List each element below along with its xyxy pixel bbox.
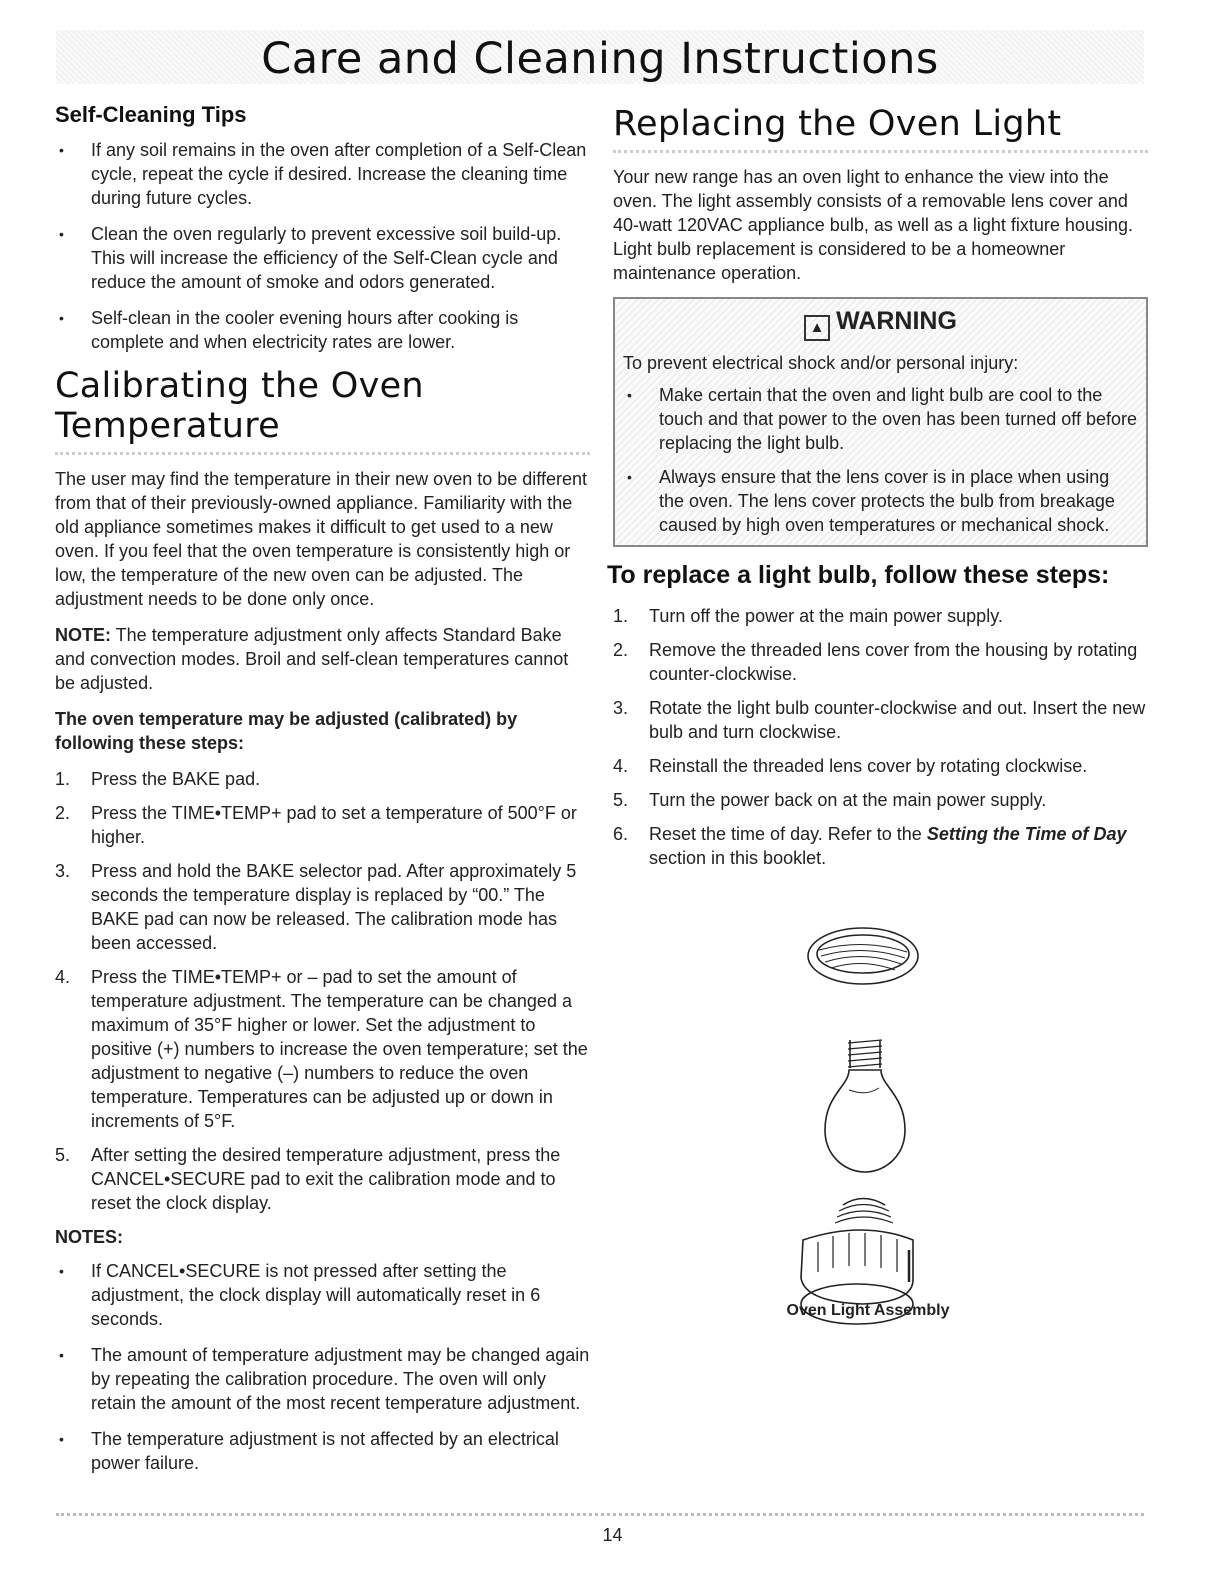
oven-light-assembly-illustration [613, 880, 1148, 1330]
replace-bulb-steps-list [613, 604, 1148, 870]
list-item: • If any soil remains in the oven after completion of a Self-Clean cycle, repeat the cycle if desired. Increase the cleaning time during future cycles. [55, 138, 590, 210]
step-number: 3. [613, 698, 629, 718]
replacing-light-intro: Your new range has an oven light to enhance the view into the oven. The light assembly consists of a removable lens cover and 40-watt 120VAC appliance bulb, as well as a light fixture housing. Light bulb replacement is considered to be a homeowner maintenance operation. [613, 167, 1133, 283]
list-item: • If CANCEL•SECURE is not pressed after setting the adjustment, the clock display will automatically reset in 6 seconds. [55, 1259, 590, 1331]
list-item: • The amount of temperature adjustment may be changed again by repeating the calibration procedure. The oven will only retain the amount of the most recent temperature adjustment. [55, 1343, 590, 1415]
step-text: Reinstall the threaded lens cover by rotating clockwise. [649, 756, 1088, 776]
step-text: Press the BAKE pad. [91, 769, 261, 789]
left-column [55, 96, 590, 1487]
step-number: 6. [613, 824, 629, 844]
list-item: • The temperature adjustment is not affected by an electrical power failure. [55, 1427, 590, 1475]
warning-icon: ▲ [804, 315, 830, 341]
list-item [613, 696, 1148, 744]
right-column [607, 104, 1148, 1330]
list-item: • Always ensure that the lens cover is in place when using the oven. The lens cover protects the bulb from breakage caused by high oven temperatures or mechanical shock. [623, 465, 1138, 537]
step-number: 1. [613, 606, 629, 626]
calibration-steps-heading: The oven temperature may be adjusted (calibrated) by following these steps: [55, 709, 518, 753]
page-header [56, 30, 1144, 84]
step-text: Press the TIME•TEMP+ pad to set a temperature of 500°F or higher. [91, 803, 577, 847]
list-item [55, 859, 590, 955]
list-item [613, 604, 1148, 628]
replacing-light-heading: Replacing the Oven Light [613, 104, 1148, 153]
step-number: 5. [613, 790, 629, 810]
page-number: 14 [602, 1525, 623, 1545]
warning-list [623, 383, 1138, 537]
step-number: 1. [55, 769, 71, 789]
step-reference: Setting the Time of Day [926, 824, 1127, 844]
list-item: • Make certain that the oven and light bulb are cool to the touch and that power to the oven has been turned off before replacing the light bulb. [623, 383, 1138, 455]
calibrating-heading: Calibrating the Oven Temperature [55, 366, 590, 455]
list-item [613, 822, 1148, 870]
page-title: Care and Cleaning Instructions [261, 34, 939, 84]
list-item [55, 1143, 590, 1215]
list-item [55, 767, 590, 791]
footer-divider [56, 1513, 1144, 1516]
self-cleaning-tips-list [55, 138, 590, 354]
calibrating-intro: The user may find the temperature in their new oven to be different from that of their previously-owned appliance. Familiarity with the old appliance sometimes makes it difficult to get used to a new oven. If you feel that the oven temperature is consistently high or low, the temperature of the new oven can be adjusted. The adjustment needs to be done only once. [55, 469, 587, 609]
bulb-drawing [825, 1040, 905, 1172]
replace-bulb-steps-heading: To replace a light bulb, follow these steps: [607, 561, 1110, 589]
step-text: Remove the threaded lens cover from the housing by rotating counter-clockwise. [649, 640, 1138, 684]
step-number: 2. [613, 640, 629, 660]
step-number: 5. [55, 1145, 71, 1165]
self-cleaning-tips-heading: Self-Cleaning Tips [55, 102, 247, 127]
list-item [613, 788, 1148, 812]
warning-title-text: WARNING [836, 307, 957, 335]
calibration-steps-list [55, 767, 590, 1215]
oven-light-assembly-figure [613, 880, 1148, 1330]
list-item [613, 754, 1148, 778]
note-label: NOTE: [55, 625, 111, 645]
figure-caption: Oven Light Assembly [786, 1302, 950, 1319]
step-text: After setting the desired temperature adjustment, press the CANCEL•SECURE pad to exit the calibration mode and to reset the clock display. [91, 1145, 561, 1213]
list-item [613, 638, 1148, 686]
step-number: 4. [613, 756, 629, 776]
step-number: 3. [55, 861, 71, 881]
list-item [55, 965, 590, 1133]
calibrating-note [55, 623, 590, 695]
step-text: Press and hold the BAKE selector pad. After approximately 5 seconds the temperature display is replaced by “00.” The BAKE pad can now be released. The calibration mode has been accessed. [91, 861, 577, 953]
step-text: Reset the time of day. Refer to the [649, 824, 927, 844]
lens-ring-drawing [808, 928, 918, 984]
list-item: • Self-clean in the cooler evening hours after cooking is complete and when electricity rates are lower. [55, 306, 590, 354]
step-text: Press the TIME•TEMP+ or – pad to set the amount of temperature adjustment. The temperature can be changed a maximum of 35°F higher or lower. Set the adjustment to positive (+) numbers to increase the oven temperature; set the adjustment to negative (–) numbers to reduce the oven temperature. Temperatures can be adjusted up or down in increments of 5°F. [91, 967, 588, 1131]
notes-list [55, 1259, 590, 1475]
note-text: The temperature adjustment only affects Standard Bake and convection modes. Broil and self-clean temperatures cannot be adjusted. [55, 625, 569, 693]
step-number: 2. [55, 803, 71, 823]
step-number: 4. [55, 967, 71, 987]
warning-box [613, 297, 1148, 547]
step-text-end: section in this booklet. [649, 848, 827, 868]
list-item [55, 801, 590, 849]
notes-label: NOTES: [55, 1227, 124, 1247]
step-text: Turn the power back on at the main power supply. [649, 790, 1047, 810]
step-text: Rotate the light bulb counter-clockwise and out. Insert the new bulb and turn clockwise. [649, 698, 1146, 742]
list-item: • Clean the oven regularly to prevent excessive soil build-up. This will increase the efficiency of the Self-Clean cycle and reduce the amount of smoke and odors generated. [55, 222, 590, 294]
warning-title [623, 307, 1138, 341]
warning-lead: To prevent electrical shock and/or personal injury: [623, 353, 1019, 373]
step-text: Turn off the power at the main power supply. [649, 606, 1003, 626]
